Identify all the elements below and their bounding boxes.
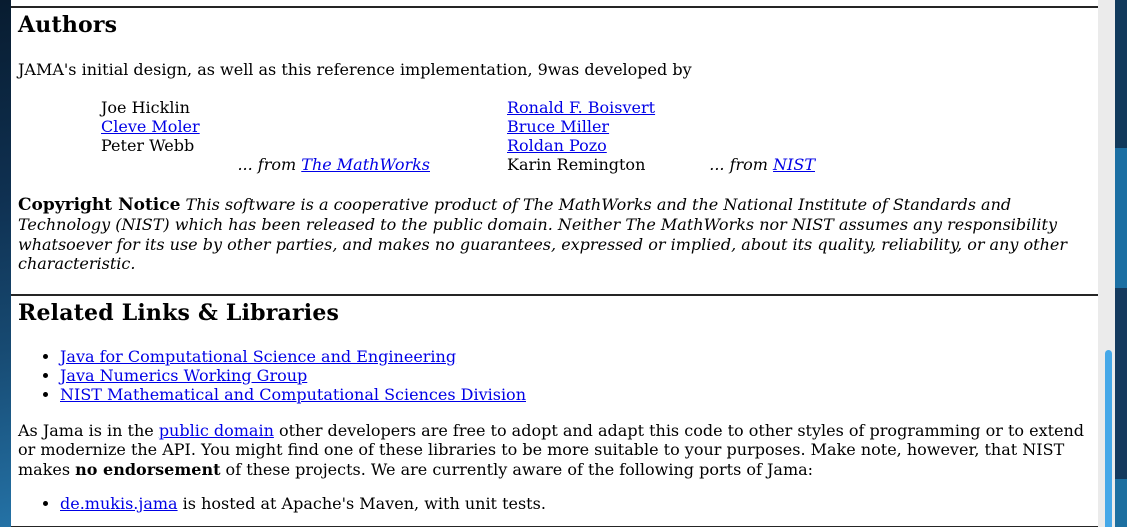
- copyright-paragraph: [18, 195, 1084, 274]
- related-links-list: [11, 347, 1098, 405]
- ports-list: [11, 494, 1098, 513]
- author-name: Peter Webb: [101, 136, 195, 156]
- horizontal-rule-top: [11, 6, 1098, 8]
- authors-table: [101, 98, 1098, 175]
- list-item: [60, 366, 1098, 385]
- author-link-bruce-miller[interactable]: Bruce Miller: [507, 116, 610, 136]
- no-endorsement-bold: no endorsement: [75, 459, 221, 479]
- scrollbar-track[interactable]: [1098, 0, 1115, 527]
- public-domain-link[interactable]: public domain: [158, 420, 274, 440]
- nist-authors-column: [507, 98, 705, 175]
- authors-intro: JAMA's initial design, as well as this reference implementation, 9was developed by: [18, 60, 692, 79]
- page-content: [11, 0, 1098, 527]
- from-nist-line: [705, 155, 815, 174]
- horizontal-rule-middle: [11, 294, 1098, 296]
- list-item: [60, 347, 1098, 366]
- related-link-jcse[interactable]: Java for Computational Science and Engineering: [60, 346, 457, 366]
- related-link-nist-mcsd[interactable]: NIST Mathematical and Computational Sciences Division: [60, 385, 526, 405]
- author-link-roldan-pozo[interactable]: Roldan Pozo: [507, 136, 607, 156]
- authors-heading: Authors: [18, 12, 118, 38]
- from-prefix: ... from: [709, 155, 774, 175]
- from-prefix: ... from: [237, 155, 302, 175]
- author-link-ronald-boisvert[interactable]: Ronald F. Boisvert: [507, 97, 656, 117]
- port-item-text: is hosted at Apache's Maven, with unit tests.: [177, 494, 546, 514]
- author-name: Karin Remington: [507, 155, 646, 175]
- copyright-notice-text: This software is a cooperative product of The MathWorks and the National Institute of Standards and Technology (NIST) which has been released to the public domain. Neither The MathWorks nor NIST assumes any responsibility whatsoever for its use by other parties, and makes no guarantees, expressed or implied, about its quality, reliability, or any other characteristic.: [18, 194, 1068, 274]
- nist-link[interactable]: NIST: [773, 155, 815, 175]
- ports-text: of these projects. We are currently aware of the following ports of Jama:: [220, 459, 814, 479]
- mathworks-authors-column: [101, 98, 237, 156]
- ports-text: As Jama is in the: [18, 420, 159, 440]
- right-edge-strip: [1115, 0, 1127, 527]
- list-item: [60, 494, 1098, 513]
- scrollbar-thumb[interactable]: [1105, 350, 1112, 527]
- ports-text: other developers are free to adopt and adapt this code to other styles of programming or to extend or modernize the API. You might find one of these libraries to be more suitable to your purposes. Make note, however, that NIST makes: [18, 420, 1085, 479]
- list-item: [60, 385, 1098, 404]
- related-links-heading: Related Links & Libraries: [18, 299, 340, 326]
- author-link-cleve-moler[interactable]: Cleve Moler: [101, 116, 200, 136]
- ports-paragraph: [18, 421, 1090, 480]
- from-mathworks-line: [237, 155, 507, 174]
- de-mukis-jama-link[interactable]: de.mukis.jama: [60, 494, 178, 514]
- mathworks-link[interactable]: The MathWorks: [301, 155, 430, 175]
- copyright-notice-label: Copyright Notice: [18, 194, 181, 215]
- left-gradient-border: [0, 0, 11, 527]
- related-link-java-numerics[interactable]: Java Numerics Working Group: [60, 365, 308, 385]
- author-name: Joe Hicklin: [101, 97, 190, 117]
